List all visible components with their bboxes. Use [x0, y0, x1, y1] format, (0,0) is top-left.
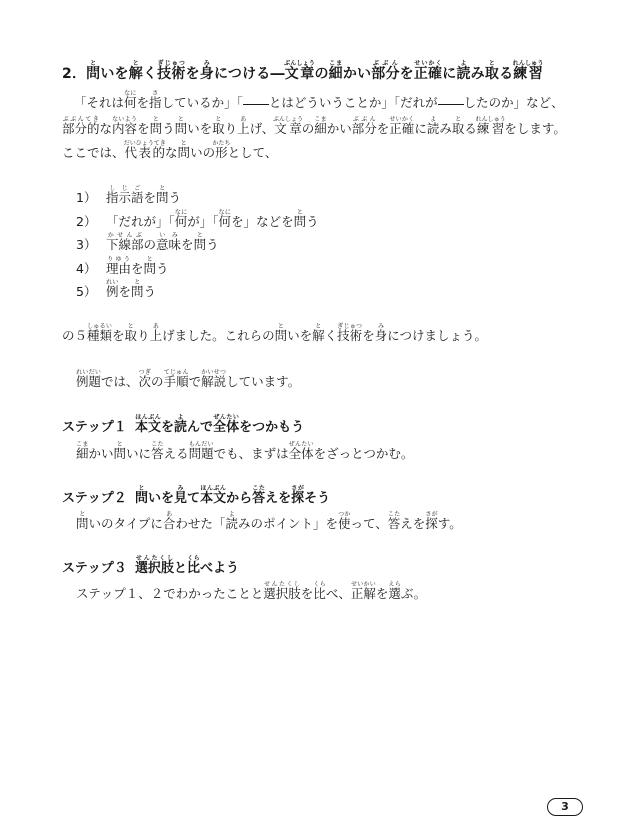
furigana-word: 練習れんしゅう	[475, 116, 506, 136]
furigana-word: 下線部かせんぶ	[106, 232, 144, 252]
furigana-word: 全体ぜんたい	[288, 441, 314, 461]
furigana-word: 種類しゅるい	[87, 323, 113, 343]
blank-underline	[438, 103, 464, 105]
list-item: 3） 下線部かせんぶの意味いみを問とう	[76, 232, 219, 252]
furigana-word: 正確せいかく	[413, 60, 443, 82]
furigana-word: 取と	[484, 60, 500, 82]
furigana-word: 形かたち	[212, 140, 231, 160]
furigana-word: 本文ほんぶん	[200, 485, 227, 506]
furigana-word: 解と	[312, 323, 325, 343]
list-item: 2） 「だれが」「何なにが」「何なにを」などを問とう	[76, 208, 319, 229]
furigana-word: 上あ	[237, 116, 250, 136]
furigana-word: 技術ぎじゅつ	[337, 323, 363, 343]
furigana-word: 例れい	[106, 279, 119, 299]
furigana-word: 見み	[174, 485, 188, 506]
furigana-word: 細こま	[76, 441, 89, 461]
page-number: 3	[547, 798, 583, 816]
furigana-word: 読よ	[174, 414, 188, 435]
furigana-word: 比くら	[313, 581, 326, 601]
furigana-word: 探さが	[291, 485, 305, 506]
section-heading: 2．問といを解とく技術ぎじゅつを身みにつける―文章ぶんしょうの細こまかい部分ぶぶんを正確せいかくに読よみ取とる練習れんしゅう	[62, 60, 544, 82]
blank-underline	[243, 103, 269, 105]
furigana-word: 全体ぜんたい	[213, 414, 240, 435]
step-3-title: ステップ３ 選択肢せんたくしと比くらべよう	[62, 555, 239, 581]
furigana-word: 部分ぶぶん	[371, 60, 400, 82]
furigana-word: 指示語しじご	[106, 185, 144, 205]
step-2-body: 問といのタイプに合あわせた「読よみのポイント」を使つかって、答こたえを探さがす。	[76, 511, 462, 531]
furigana-word: 合あ	[162, 511, 176, 531]
furigana-word: 取と	[212, 116, 225, 136]
list-lead-text: ここでは、代表的だいひょうてきな問といの形かたちとして、	[62, 140, 278, 160]
furigana-word: 練習れんしゅう	[512, 60, 544, 82]
furigana-word: 身み	[374, 323, 388, 343]
furigana-word: 解説かいせつ	[201, 369, 227, 389]
furigana-word: 取と	[451, 116, 465, 136]
furigana-word: 内ない	[112, 116, 125, 136]
procedure-intro-paragraph: 例題れいだいでは、次つぎの手順てじゅんで解説かいせつしています。	[76, 369, 301, 389]
furigana-word: 問と	[156, 185, 169, 205]
furigana-word: 身み	[199, 60, 214, 82]
furigana-word: 問と	[76, 511, 89, 531]
step-label: ステップ１	[62, 420, 127, 435]
step-1-title: ステップ１ 本文ほんぶんを読よんで全体ぜんたいをつかもう	[62, 414, 304, 440]
furigana-word: 何なに	[174, 208, 188, 229]
furigana-word: 細こま	[328, 60, 343, 82]
furigana-word: 理由りゆう	[106, 255, 132, 276]
furigana-word: 問と	[143, 255, 157, 276]
furigana-word: 部分的ぶぶんてき	[62, 116, 100, 136]
furigana-word: 何なに	[218, 208, 232, 229]
furigana-word: 技術ぎじゅつ	[157, 60, 186, 82]
furigana-word: 何なに	[124, 90, 137, 110]
furigana-word: 例題れいだい	[76, 369, 102, 389]
furigana-word: 細こま	[314, 116, 327, 136]
furigana-word: 問と	[274, 323, 288, 343]
section-number: 2．	[62, 66, 87, 82]
furigana-word: 問と	[86, 60, 101, 82]
furigana-word: 答こた	[252, 485, 266, 506]
furigana-word: 文章ぶんしょう	[284, 60, 316, 82]
furigana-word: 手順てじゅん	[163, 369, 189, 389]
furigana-word: 問と	[193, 232, 207, 252]
list-item: 1） 指示語しじごを問とう	[76, 185, 182, 205]
furigana-word: 読よ	[426, 116, 440, 136]
furigana-word: 指さ	[149, 90, 162, 110]
furigana-word: 正解せいかい	[350, 581, 376, 601]
furigana-word: 問と	[135, 485, 149, 506]
furigana-word: 探さが	[425, 511, 438, 531]
list-item: 4） 理由りゆうを問とう	[76, 255, 169, 276]
furigana-word: 本文ほんぶん	[135, 414, 162, 435]
furigana-word: 取と	[124, 323, 138, 343]
step-2-title: ステップ２ 問といを見みて本文ほんぶんから答こたえを探さがそう	[62, 485, 330, 511]
furigana-word: 読よ	[225, 511, 238, 531]
furigana-word: 問と	[131, 279, 144, 299]
furigana-word: 意味いみ	[156, 232, 182, 252]
furigana-word: 正確せいかく	[389, 116, 415, 136]
step-label: ステップ３	[62, 561, 127, 576]
intro-paragraph: 「それは何なにを指さしているか」「 とはどういうことか」「だれが したのか」など、部分的ぶぶんてきな内ない容ようを問とう問といを取とり上あげ、文章ぶんしょうの細こまかい部分ぶぶんを正確せいかくに読よみ取とる練習れんしゅうをします。	[62, 90, 566, 136]
step-3-body: ステップ１、２でわかったことと選択肢せんたくしを比くらべ、正解せいかいを選えらぶ。	[76, 581, 427, 601]
furigana-word: 問と	[149, 116, 163, 136]
furigana-word: 部分ぶぶん	[351, 116, 377, 136]
summary-paragraph: の５種類しゅるいを取とり上あげました。これらの問といを解とく技術ぎじゅつを身みにつけましょう。	[62, 323, 487, 343]
furigana-word: 上あ	[149, 323, 163, 343]
furigana-word: 代表的だいひょうてき	[123, 140, 166, 160]
furigana-word: 選えら	[388, 581, 401, 601]
furigana-word: 文章ぶんしょう	[272, 116, 303, 136]
furigana-word: 次つぎ	[138, 369, 152, 389]
furigana-word: 解と	[128, 60, 143, 82]
furigana-word: 使つか	[337, 511, 351, 531]
furigana-word: 問と	[293, 208, 307, 229]
step-1-body: 細こまかい問といに答こたえる問題もんだいでも、まずは全体ぜんたいをざっとつかむ。	[76, 441, 414, 461]
furigana-word: 問と	[113, 441, 127, 461]
furigana-word: 問題もんだい	[188, 441, 214, 461]
furigana-word: 容よう	[124, 116, 138, 136]
step-label: ステップ２	[62, 491, 127, 506]
furigana-word: 選択肢せんたくし	[263, 581, 301, 601]
list-item: 5） 例れいを問とう	[76, 279, 157, 299]
furigana-word: 答こた	[387, 511, 401, 531]
furigana-word: 選択肢せんたくし	[135, 555, 175, 576]
furigana-word: 問と	[177, 140, 191, 160]
furigana-word: 比くら	[187, 555, 201, 576]
furigana-word: 答こた	[151, 441, 164, 461]
question-type-list	[76, 185, 319, 303]
furigana-word: 問と	[174, 116, 188, 136]
furigana-word: 読よ	[456, 60, 471, 82]
